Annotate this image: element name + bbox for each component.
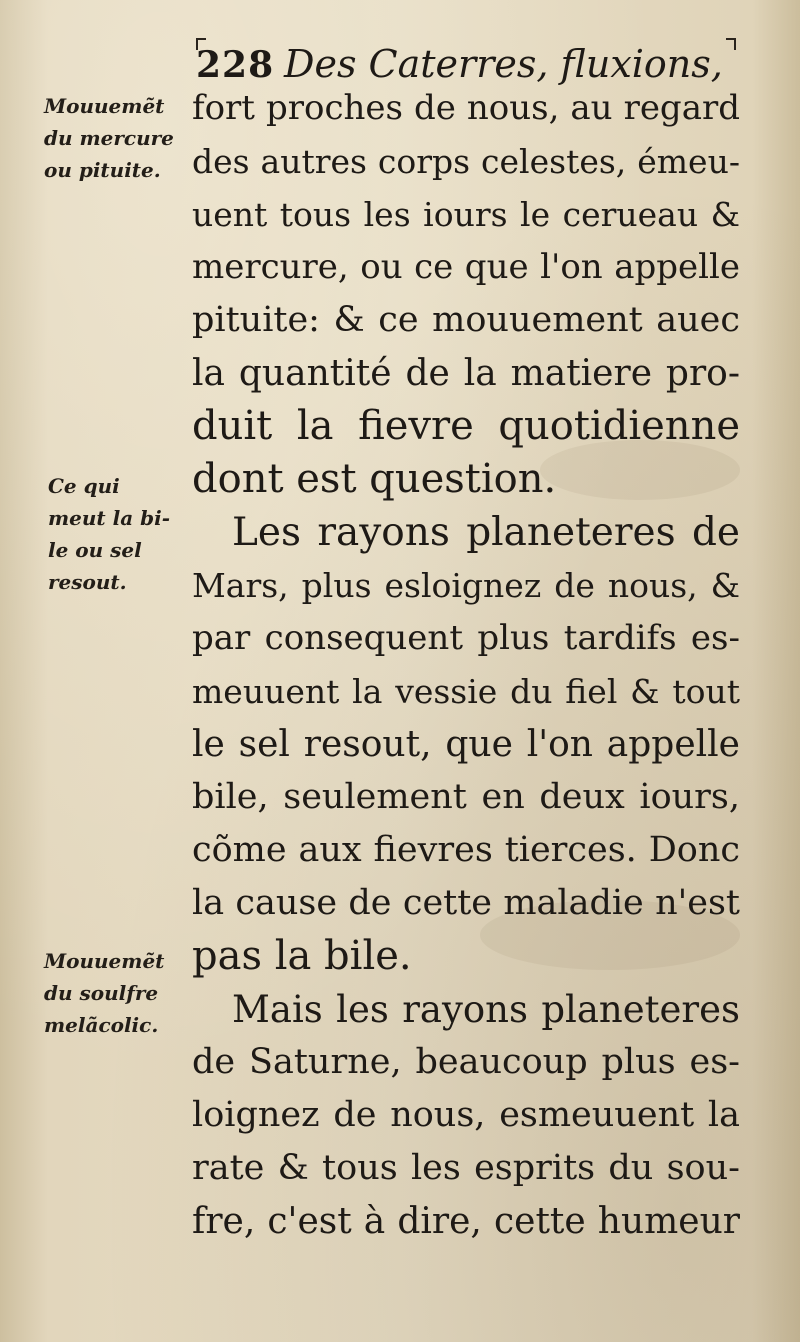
text-line: par consequent plus tardifs es- — [192, 618, 740, 658]
text-line: Mars, plus esloignez de nous, & — [192, 566, 740, 605]
margin-note-line: du soulfre — [44, 981, 159, 1005]
margin-note-bile — [48, 470, 198, 598]
margin-note-line: du mercure — [44, 126, 174, 150]
text-line: fort proches de nous, au regard — [192, 88, 740, 128]
text-line: duit la fievre quotidienne — [192, 403, 740, 449]
margin-note-line: Ce qui — [48, 474, 120, 498]
running-title: Des Caterres, fluxions, — [284, 42, 723, 86]
margin-note-line: Mouuemẽt — [44, 949, 165, 973]
text-line: rate & tous les esprits du sou- — [192, 1148, 740, 1188]
text-line: Les rayons planeteres de — [232, 510, 740, 555]
text-line: de Saturne, beaucoup plus es- — [192, 1042, 740, 1082]
text-line: la quantité de la matiere pro- — [192, 353, 740, 394]
page-number: 228 — [196, 44, 275, 86]
text-line: dont est question. — [192, 456, 557, 502]
margin-note-line: Mouuemẽt — [44, 94, 165, 118]
text-line: mercure, ou ce que l'on appelle — [192, 247, 740, 287]
text-line: cõme aux fievres tierces. Donc — [192, 830, 740, 870]
text-line: des autres corps celestes, émeu- — [192, 142, 740, 181]
text-line: la cause de cette maladie n'est — [192, 883, 740, 923]
text-line: loignez de nous, esmeuuent la — [192, 1095, 740, 1135]
margin-note-soulfre — [44, 945, 194, 1041]
text-line: fre, c'est à dire, cette humeur — [192, 1201, 740, 1242]
margin-note-line: resout. — [48, 570, 127, 594]
text-line: bile, seulement en deux iours, — [192, 777, 740, 817]
text-line: pas la bile. — [192, 933, 412, 979]
margin-note-line: melãcolic. — [44, 1013, 159, 1037]
text-line: meuuent la vessie du fiel & tout — [192, 672, 740, 711]
margin-note-mercure — [44, 90, 194, 186]
body-text — [192, 82, 740, 1248]
text-line: Mais les rayons planeteres — [232, 988, 740, 1031]
margin-note-line: meut la bi- — [48, 506, 171, 530]
margin-note-line: ou pituite. — [44, 158, 161, 182]
text-line: pituite: & ce mouuement auec — [192, 300, 740, 340]
header-bracket-right — [726, 38, 736, 50]
text-line: uent tous les iours le cerueau & — [192, 195, 740, 234]
text-line: le sel resout, que l'on appelle — [192, 724, 740, 765]
margin-note-line: le ou sel — [48, 538, 142, 562]
